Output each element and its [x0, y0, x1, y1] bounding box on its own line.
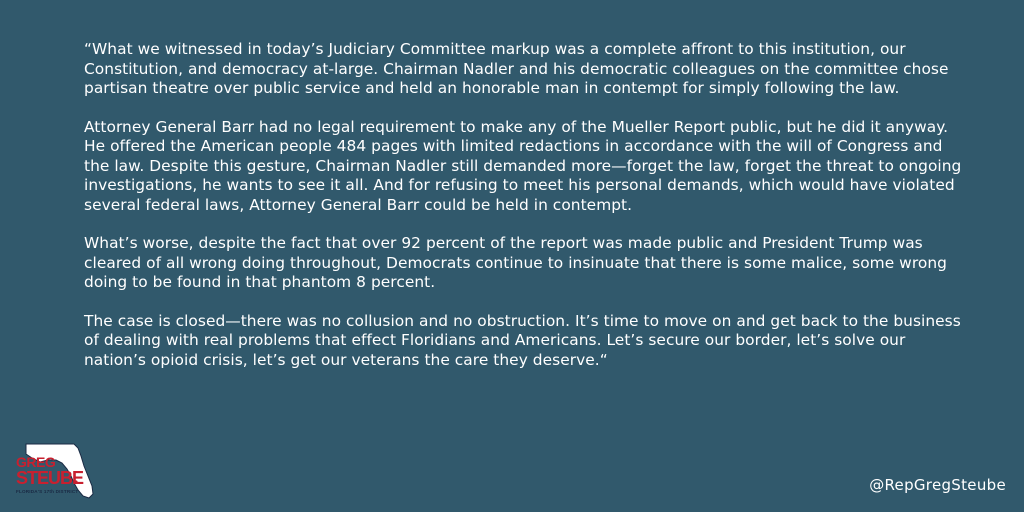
- statement-paragraph-2: Attorney General Barr had no legal requirement to make any of the Mueller Report public, but he did it anyway. He offered the American people 484 pages with limited redactions in accordance with the will of Congress and the law. Despite this gesture, Chairman Nadler still demanded more—forget the law, forget the threat to ongoing investigations, he wants to see it all. And for refusing to meet his personal demands, which would have violated several federal laws, Attorney General Barr could be held in contempt.: [84, 117, 962, 214]
- logo-district-tagline: FLORIDA'S 17th DISTRICT: [16, 489, 79, 494]
- logo-name-last: STEUBE: [16, 468, 84, 488]
- statement-paragraph-1: “What we witnessed in today’s Judiciary Committee markup was a complete affront to this institution, our Constitution, and democracy at-large. Chairman Nadler and his democratic colleagues on the committee chose partisan theatre over public service and held an honorable man in contempt for simply following the law.: [84, 40, 949, 97]
- twitter-handle: @RepGregSteube: [869, 476, 1006, 494]
- press-statement: [84, 40, 964, 389]
- statement-paragraph-4: The case is closed—there was no collusion and no obstruction. It’s time to move on and get back to the business of dealing with real problems that effect Floridians and Americans. Let’s secure our border, let’s solve our nation’s opioid crisis, let’s get our veterans the care they deserve.“: [84, 311, 961, 369]
- statement-paragraph-3: What’s worse, despite the fact that over 92 percent of the report was made public and President Trump was cleared of all wrong doing throughout, Democrats continue to insinuate that there is some malice, some wrong doing to be found in that phantom 8 percent.: [84, 234, 947, 291]
- greg-steube-logo: [12, 438, 104, 502]
- logo-name-first: GREG: [16, 454, 56, 470]
